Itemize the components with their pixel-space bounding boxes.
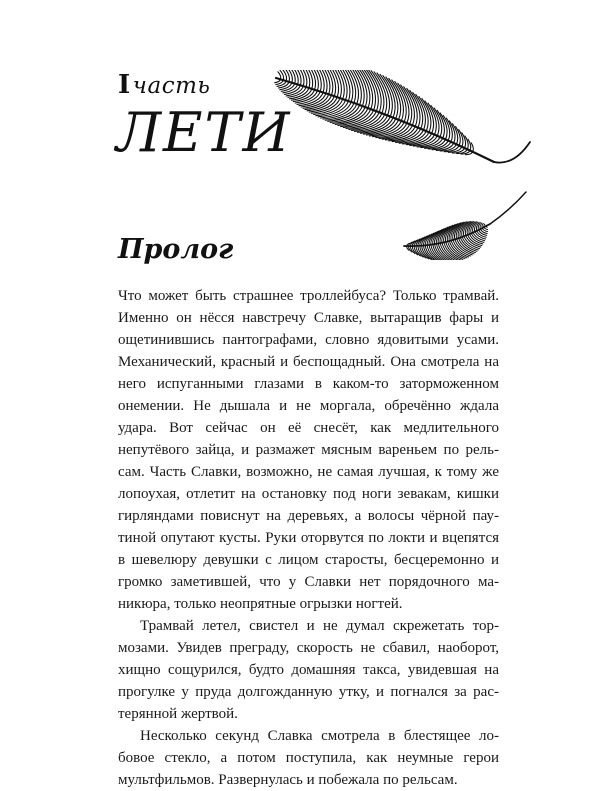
paragraph-1: Что может быть страшнее троллейбуса? Только трамвай. Именно он нёсся навстречу Славке, вытаращив фары и ощетинившись пантографами, словно ядовитыми усами. Механический, красный и беспощадный. Она смотрела на него испуганными глазами в каком-то заторможенном онемении. Не дышала и не моргала, обречённо ждала удара. Вот сейчас он её снесёт, как медлительного непутёвого зайца, и размажет мясным вареньем по рельсам. Часть Славки, возможно, не самая лучшая, к тому же лопоухая, отлетит на остановку под ноги зевакам, кишки гирляндами повиснут на деревьях, а волосы чёрной паутиной опутают кусты. Руки оторвутся по локти и вцепятся в шевелюру девушки с лицом старосты, бесцеремонно и громко заметившей, что у Славки нет порядочного маникюра, только неопрятные огрызки ногтей. xyxy=(118,288,499,612)
paragraph-3: Несколько секунд Славка смотрела в блестящее лобовое стекло, а потом поступила, как неумные герои мультфильмов. Развернулась и побежала по рельсам. xyxy=(118,728,499,788)
paragraph-2: Трамвай летел, свистел и не думал скрежетать тормозами. Увидев преграду, скорость не сбавил, наоборот, хищно сощурился, будто домашняя такса, увидевшая на прогулке у пруда долгожданную утку, и погнался за растерянной жертвой. xyxy=(118,618,499,722)
part-label xyxy=(118,70,210,100)
part-title: ЛЕТИ xyxy=(116,101,292,164)
part-numeral: I xyxy=(118,70,131,100)
prologue-title: Пролог xyxy=(118,234,234,265)
large-feather-icon xyxy=(268,70,536,182)
part-word: часть xyxy=(132,73,211,99)
body-text xyxy=(118,285,499,791)
small-feather-icon xyxy=(398,188,532,260)
